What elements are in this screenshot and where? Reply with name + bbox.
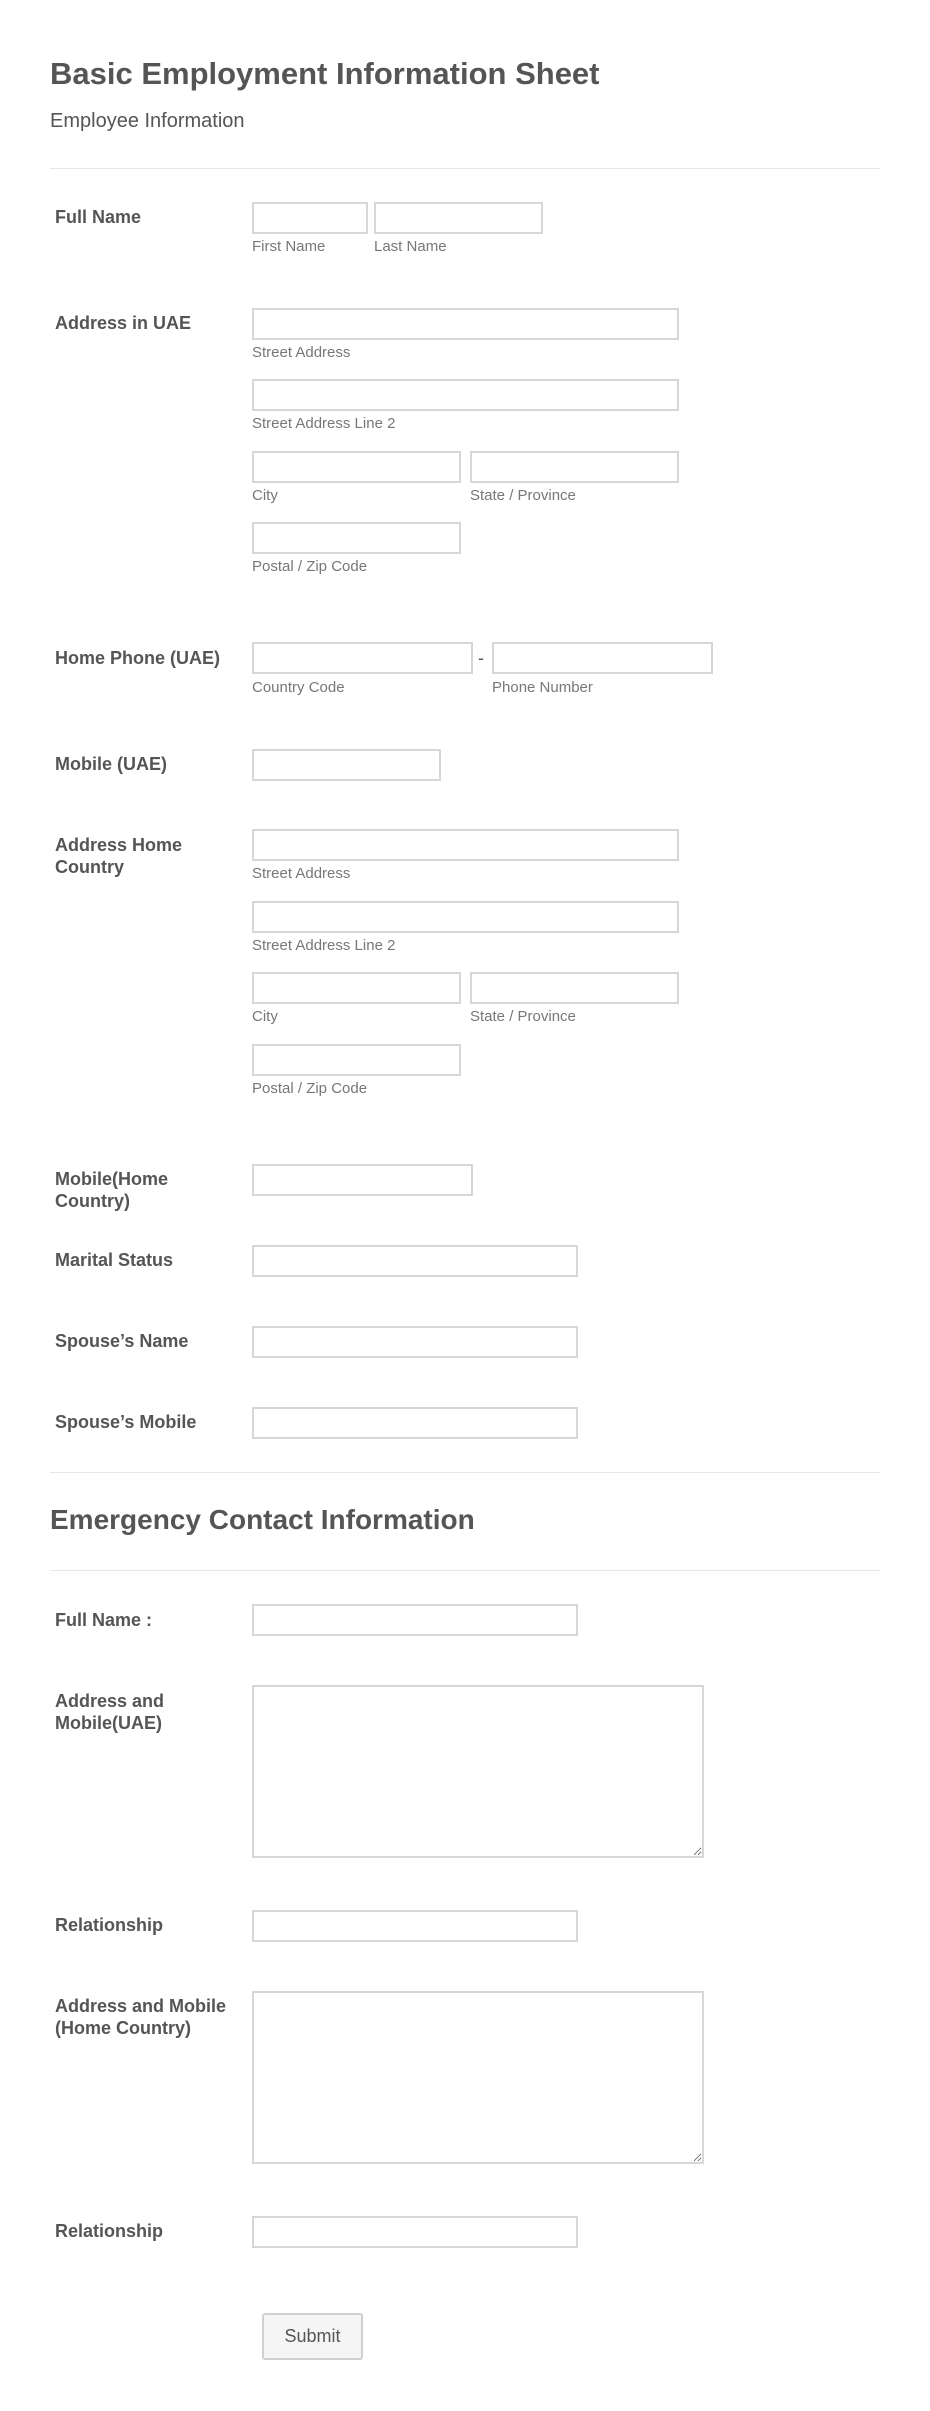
home-street-address-input[interactable]: [252, 829, 679, 861]
address-mobile-uae-textarea[interactable]: [252, 1685, 704, 1858]
last-name-sublabel: Last Name: [374, 238, 447, 255]
home-postal-code-sublabel: Postal / Zip Code: [252, 1080, 368, 1097]
home-phone-label: Home Phone (UAE): [55, 648, 221, 668]
mobile-home-country-input[interactable]: [252, 1164, 473, 1196]
uae-street-address-line2-input[interactable]: [252, 379, 679, 411]
uae-postal-code-sublabel: Postal / Zip Code: [252, 558, 368, 575]
spouse-name-input[interactable]: [252, 1326, 578, 1358]
home-postal-code-input[interactable]: [252, 1044, 461, 1076]
home-state-sublabel: State / Province: [470, 1008, 576, 1025]
phone-number-input[interactable]: [492, 642, 713, 674]
emergency-section-title: Emergency Contact Information: [50, 1504, 475, 1535]
emergency-full-name-input[interactable]: [252, 1604, 578, 1636]
uae-state-sublabel: State / Province: [470, 487, 576, 504]
form-subtitle: Employee Information: [50, 110, 245, 132]
address-uae-label: Address in UAE: [55, 313, 192, 333]
marital-status-label: Marital Status: [55, 1250, 174, 1270]
phone-number-sublabel: Phone Number: [492, 679, 593, 696]
spouse-mobile-input[interactable]: [252, 1407, 578, 1439]
address-mobile-home-textarea[interactable]: [252, 1991, 704, 2164]
full-name-label: Full Name: [55, 207, 142, 227]
relationship2-label: Relationship: [55, 2221, 164, 2241]
mobile-uae-input[interactable]: [252, 749, 441, 781]
home-street-address-line2-sublabel: Street Address Line 2: [252, 937, 396, 954]
uae-postal-code-input[interactable]: [252, 522, 461, 554]
country-code-sublabel: Country Code: [252, 679, 345, 696]
first-name-input[interactable]: [252, 202, 368, 234]
relationship-label: Relationship: [55, 1915, 164, 1935]
country-code-input[interactable]: [252, 642, 473, 674]
mobile-home-country-label: Mobile(Home Country): [55, 1169, 169, 1211]
marital-status-input[interactable]: [252, 1245, 578, 1277]
section-divider-bottom: [50, 1570, 880, 1571]
uae-state-input[interactable]: [470, 451, 679, 483]
uae-street-address-input[interactable]: [252, 308, 679, 340]
home-city-input[interactable]: [252, 972, 461, 1004]
uae-city-input[interactable]: [252, 451, 461, 483]
phone-separator: -: [478, 648, 484, 668]
mobile-uae-label: Mobile (UAE): [55, 754, 167, 774]
section-divider-top: [50, 1472, 880, 1473]
spouse-mobile-label: Spouse’s Mobile: [55, 1412, 197, 1432]
home-street-address-line2-input[interactable]: [252, 901, 679, 933]
first-name-sublabel: First Name: [252, 238, 326, 255]
address-mobile-home-label: Address and Mobile (Home Country): [55, 1996, 227, 2038]
relationship2-input[interactable]: [252, 2216, 578, 2248]
relationship-input[interactable]: [252, 1910, 578, 1942]
uae-city-sublabel: City: [252, 487, 278, 504]
home-city-sublabel: City: [252, 1008, 278, 1025]
last-name-input[interactable]: [374, 202, 543, 234]
home-street-address-sublabel: Street Address: [252, 865, 351, 882]
home-state-input[interactable]: [470, 972, 679, 1004]
header-divider: [50, 168, 880, 169]
uae-street-address-line2-sublabel: Street Address Line 2: [252, 415, 396, 432]
address-mobile-uae-label: Address and Mobile(UAE): [55, 1691, 165, 1733]
submit-button[interactable]: Submit: [262, 2313, 363, 2360]
address-home-country-label: Address Home Country: [55, 835, 183, 877]
form-title: Basic Employment Information Sheet: [50, 56, 600, 91]
uae-street-address-sublabel: Street Address: [252, 344, 351, 361]
spouse-name-label: Spouse’s Name: [55, 1331, 189, 1351]
emergency-full-name-label: Full Name :: [55, 1610, 153, 1630]
